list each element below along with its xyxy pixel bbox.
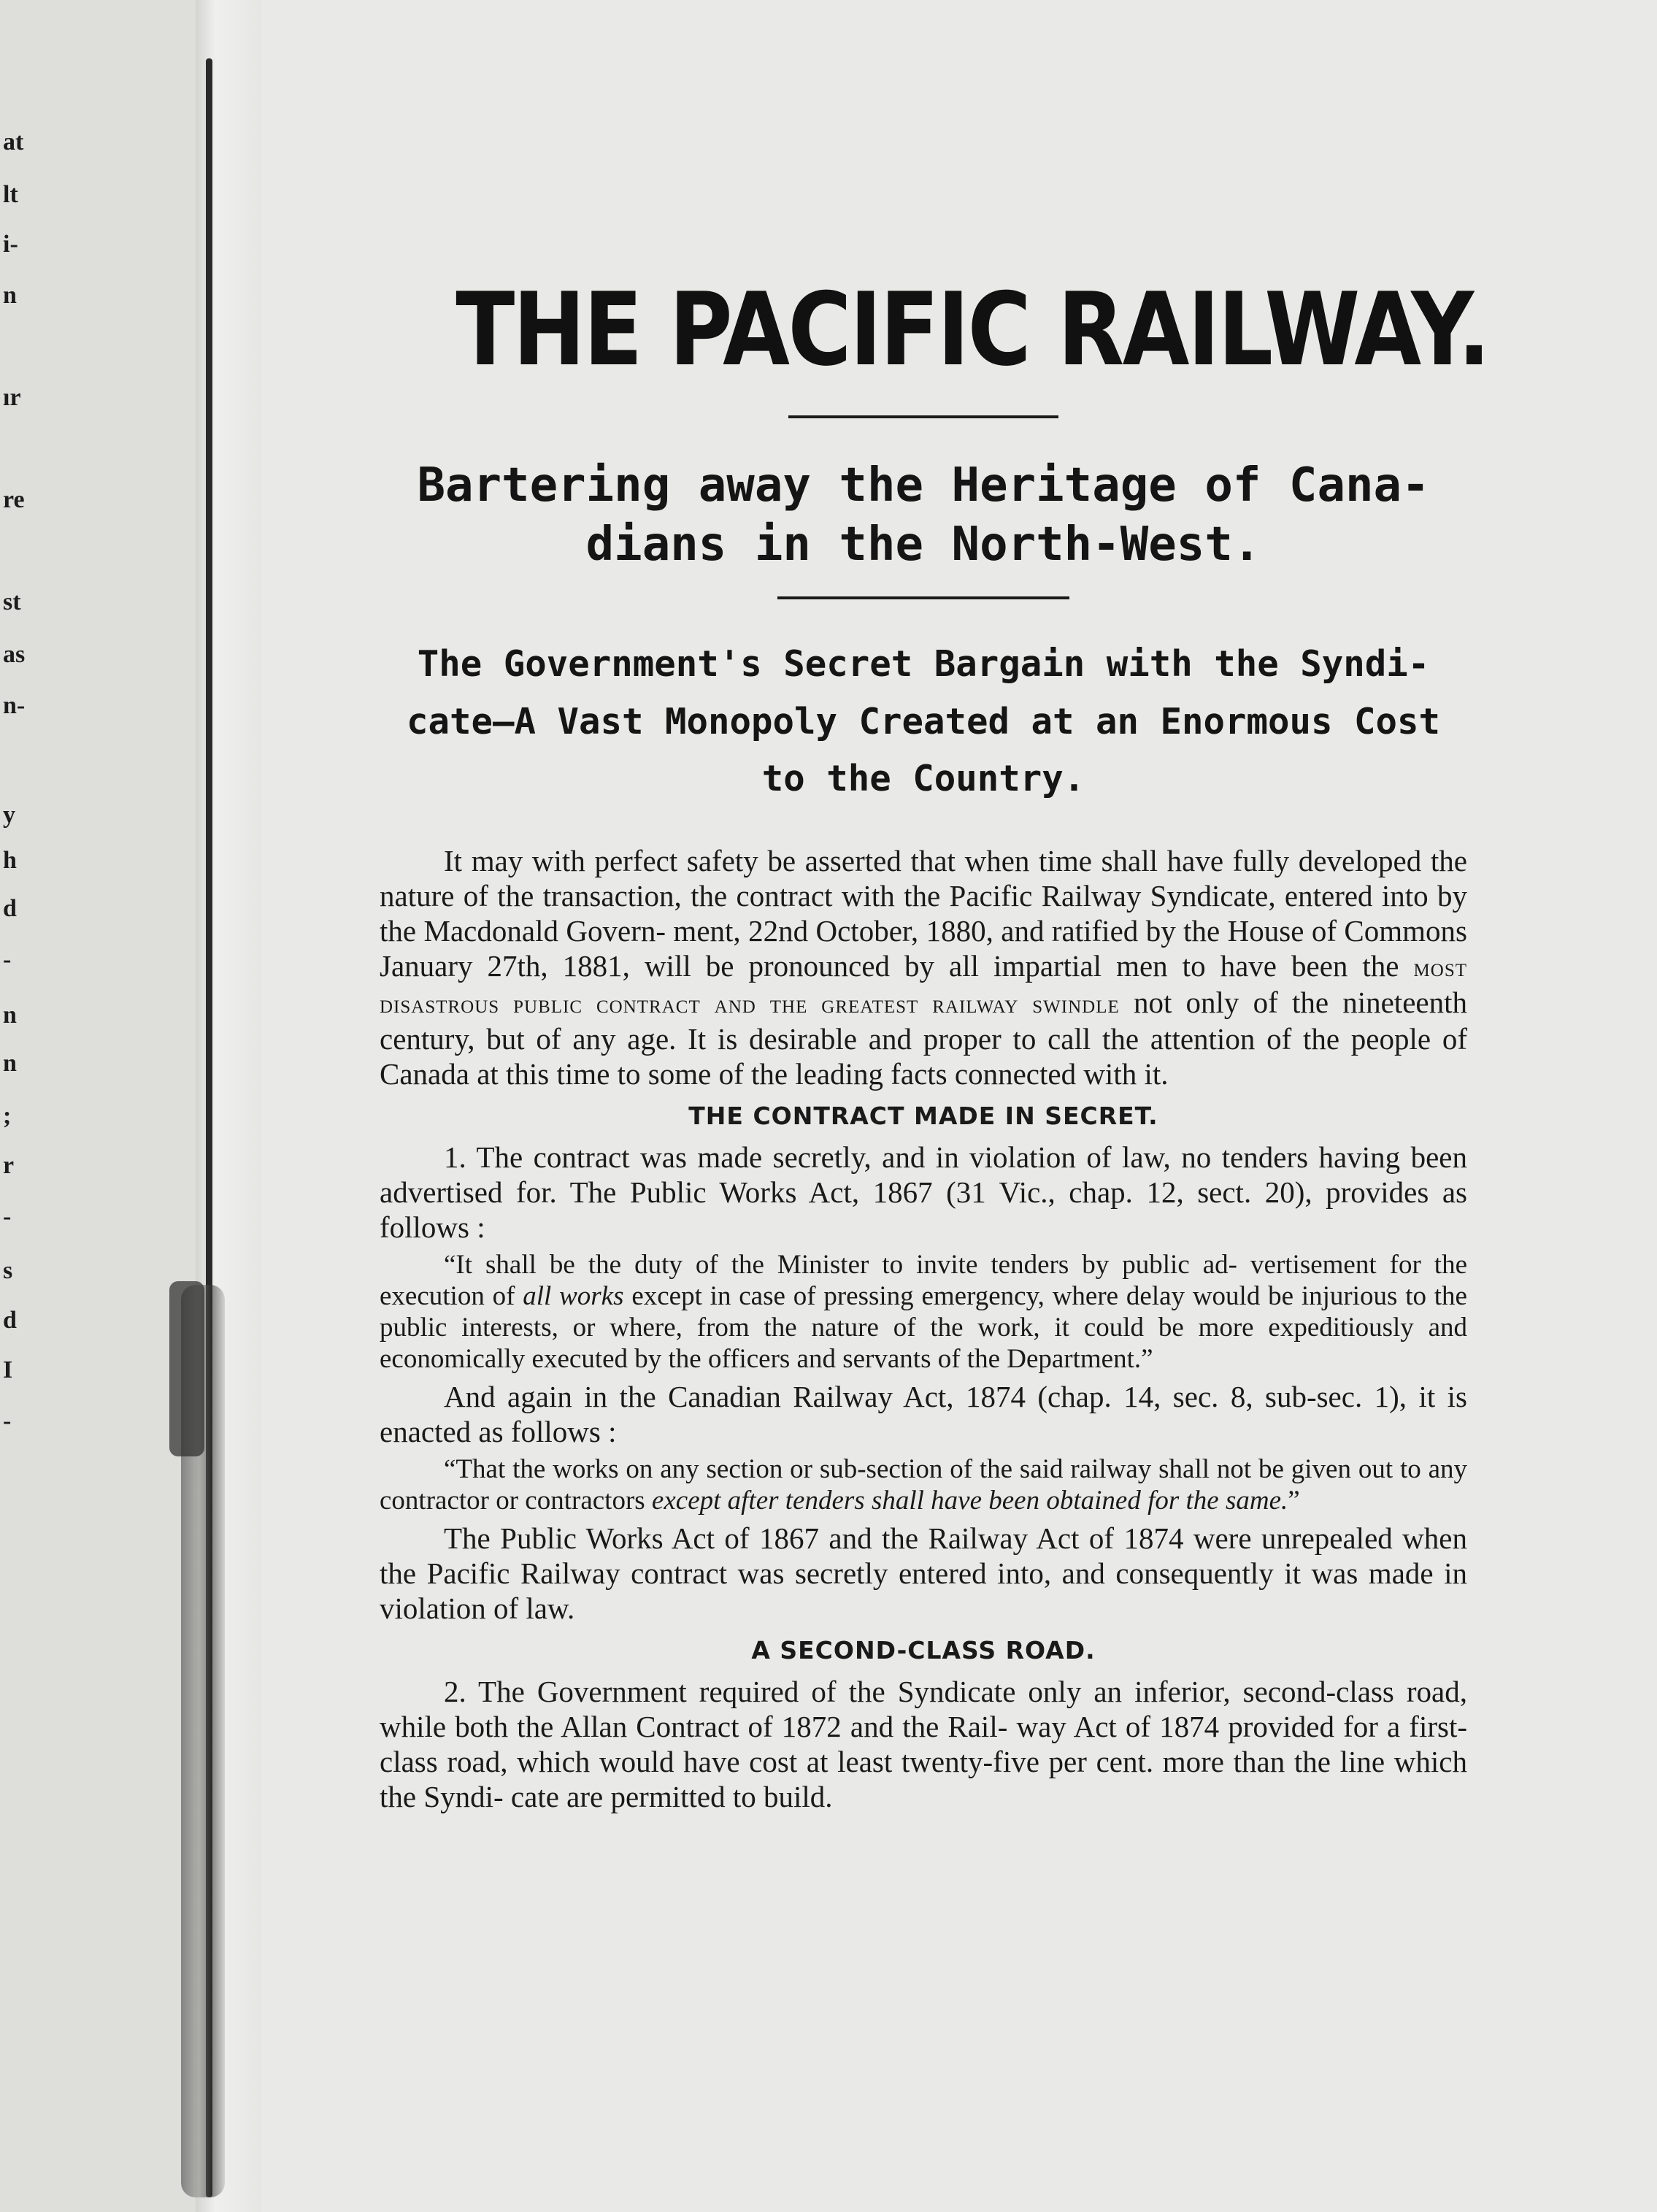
margin-fragment: lt	[3, 181, 18, 208]
binding-damage	[169, 1281, 204, 1456]
emphasis-caps: most disastrous public contract and the greatest railway swindle	[380, 952, 1467, 1018]
paragraph: The Public Works Act of 1867 and the Railway Act of 1874 were unrepealed when the Pacific Railway contract was secretly entered into, and consequently it was made in violation of law.	[380, 1521, 1467, 1625]
margin-fragment: -	[3, 1408, 12, 1435]
margin-fragment: h	[3, 847, 17, 874]
margin-fragment: st	[3, 588, 21, 615]
margin-fragment: d	[3, 1307, 17, 1334]
section-heading: THE CONTRACT MADE IN SECRET.	[688, 1101, 1158, 1130]
facing-page	[0, 0, 197, 2212]
document-page	[380, 271, 1489, 1814]
margin-fragment: I	[3, 1356, 13, 1383]
block-quote: “That the works on any section or sub-section of the said railway shall not be given out to any contractor or contractors except after tenders shall have been obtained for the same.”	[380, 1453, 1467, 1516]
margin-fragment: -	[3, 1203, 12, 1230]
margin-fragment: n	[3, 1050, 17, 1077]
section-heading: A SECOND-CLASS ROAD.	[751, 1635, 1096, 1664]
subtitle: Bartering away the Heritage of Cana- dians in the North-West.	[417, 458, 1430, 572]
margin-fragment: n	[3, 282, 17, 309]
margin-fragment: s	[3, 1257, 13, 1284]
margin-fragment: n-	[3, 692, 26, 719]
block-quote: “It shall be the duty of the Minister to invite tenders by public ad- vertisement for the execution of all works except in case of pressing emergency, where delay would be injurious to the public interests, or where, from the nature of the work, it could be more expeditiously and economically executed by the officers and servants of the Department.”	[380, 1249, 1467, 1374]
margin-fragment: ır	[3, 384, 21, 411]
divider	[777, 596, 1069, 599]
margin-fragment: y	[3, 802, 15, 829]
margin-fragment: d	[3, 895, 17, 922]
article-body	[380, 843, 1467, 1814]
margin-fragment: r	[3, 1152, 15, 1179]
page-title: THE PACIFIC RAILWAY.	[455, 271, 1489, 388]
margin-fragment: ;	[3, 1102, 12, 1129]
margin-fragment: i-	[3, 231, 18, 258]
margin-fragment: at	[3, 128, 24, 155]
divider	[788, 415, 1058, 418]
secondary-subtitle: The Government's Secret Bargain with the Syndi- cate—A Vast Monopoly Created at an Enormous Cost to the Country.	[406, 643, 1441, 800]
paragraph: And again in the Canadian Railway Act, 1874 (chap. 14, sec. 8, sub-sec. 1), it is enacted as follows :	[380, 1379, 1467, 1448]
margin-fragment: -	[3, 946, 12, 973]
intro-paragraph: It may with perfect safety be asserted that when time shall have fully developed the nature of the transaction, the contract with the Pacific Railway Syndicate, entered into by the Macdonald Govern- ment, 22nd October, 1880, and ratified by the House of Commons January 27th, 1881, will be pronounced by all impartial men to have been the most disastrous public contract and the greatest railway swindle not only of the nineteenth century, but of any age. It is desirable and proper to call the attention of the people of Canada at this time to some of the leading facts connected with it.	[380, 843, 1467, 1091]
margin-fragment: re	[3, 486, 25, 513]
margin-fragment: as	[3, 641, 26, 668]
paragraph: 1. The contract was made secretly, and in violation of law, no tenders having been advertised for. The Public Works Act, 1867 (31 Vic., chap. 12, sect. 20), provides as follows :	[380, 1140, 1467, 1244]
paragraph: 2. The Government required of the Syndicate only an inferior, second-class road, while both the Allan Contract of 1872 and the Rail- way Act of 1874 provided for a first-class road, which would have cost at least twenty-five per cent. more than the line which the Syndi- cate are permitted to build.	[380, 1674, 1467, 1813]
margin-fragment: n	[3, 1002, 17, 1029]
